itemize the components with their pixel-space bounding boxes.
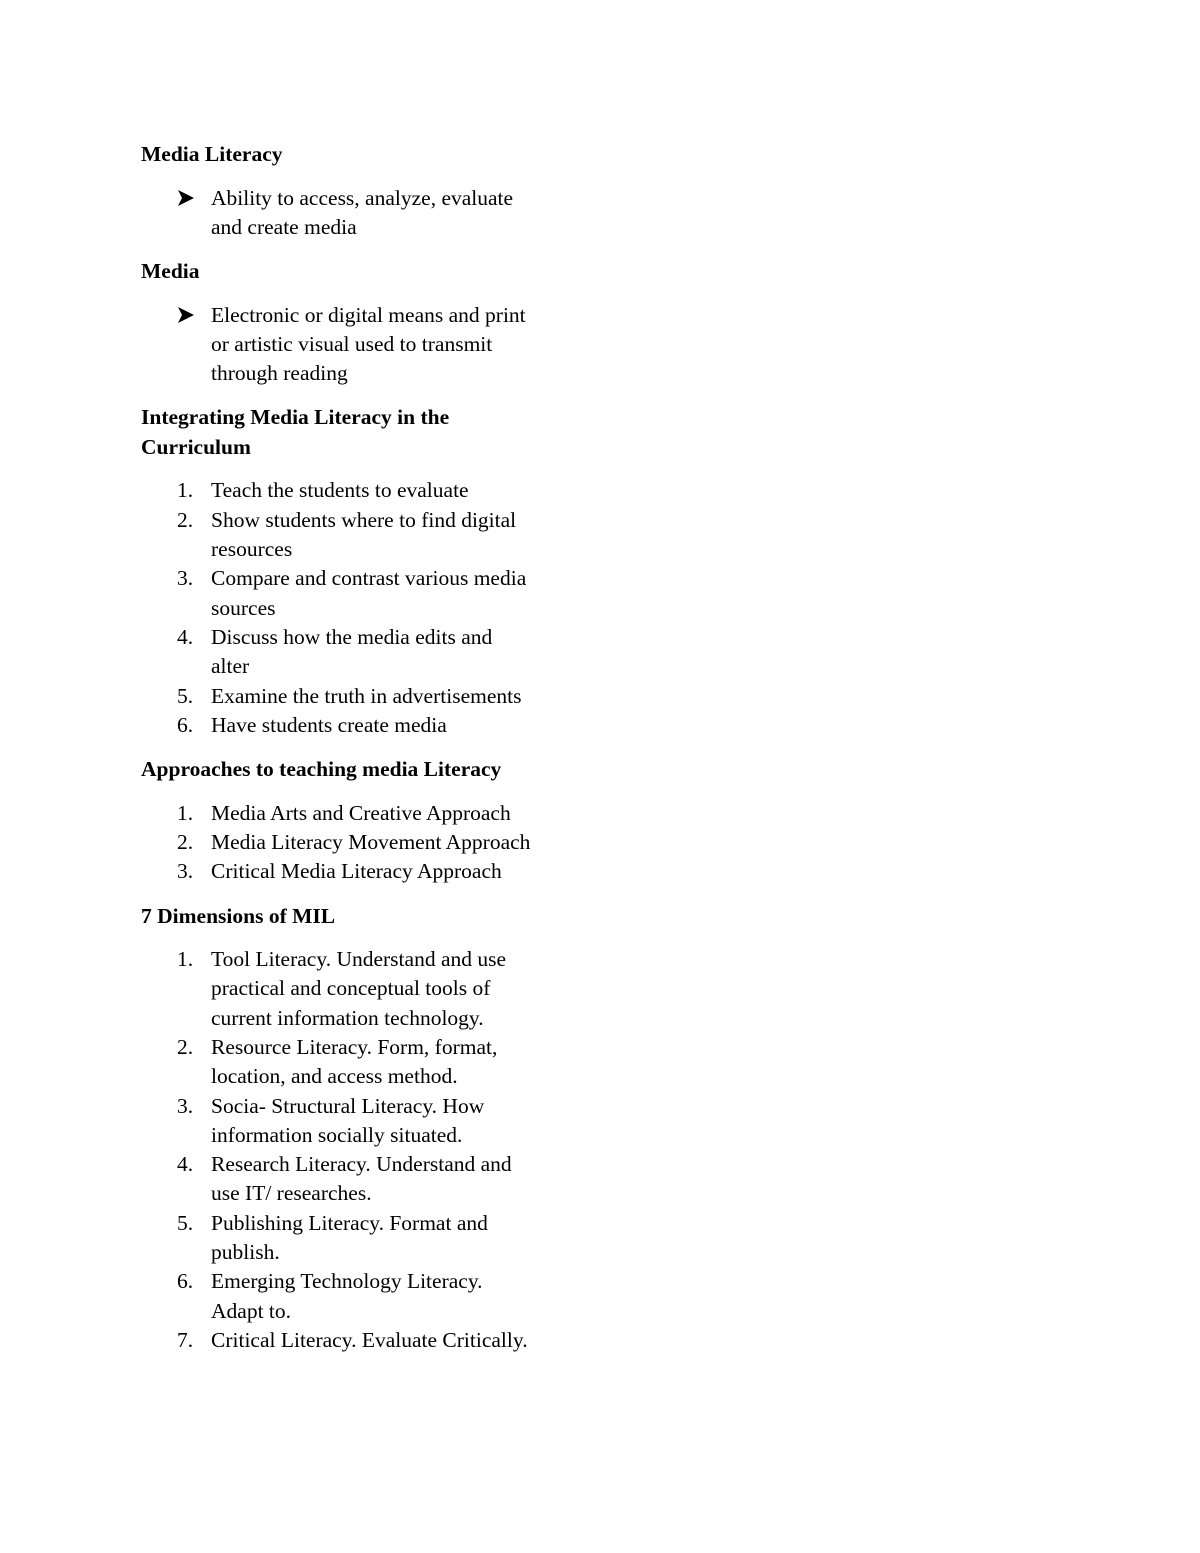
list-item-line: Media Arts and Creative Approach [211, 800, 511, 825]
section-heading-line: Integrating Media Literacy in the [141, 405, 450, 430]
list-item-line: Tool Literacy. Understand and use [211, 947, 507, 972]
section-heading-line: Curriculum [141, 434, 251, 459]
list-item-line: alter [211, 654, 250, 679]
arrow-bullet-icon [177, 306, 195, 324]
numbered-list [141, 799, 581, 887]
list-item-line: Media Literacy Movement Approach [211, 829, 531, 854]
list-item-line: Socia- Structural Literacy. How [211, 1093, 485, 1118]
list-number: 5. [177, 683, 194, 708]
list-item [141, 623, 581, 682]
list-item [141, 682, 581, 711]
list-item [141, 799, 581, 828]
list-number: 2. [177, 1034, 194, 1059]
section-heading-line: Media Literacy [141, 142, 283, 166]
list-item [141, 1267, 581, 1326]
list-item [141, 945, 581, 1033]
list-item [141, 1033, 581, 1092]
document-page [141, 140, 581, 1370]
list-number: 6. [177, 712, 194, 737]
section-heading-line: Media [141, 259, 200, 284]
list-item-line: Electronic or digital means and print [211, 302, 526, 327]
list-item-line: Compare and contrast various media [211, 566, 527, 591]
bullet-list [141, 184, 581, 243]
list-item-line: Examine the truth in advertisements [211, 683, 522, 708]
list-item-line: Discuss how the media edits and [211, 624, 493, 649]
list-item-line: resources [211, 537, 293, 562]
list-item-line: or artistic visual used to transmit [211, 331, 493, 356]
list-number: 1. [177, 800, 194, 825]
list-item [141, 828, 581, 857]
list-item-line: location, and access method. [211, 1064, 458, 1089]
list-number: 1. [177, 478, 194, 503]
list-item-line: sources [211, 595, 276, 620]
section-heading-line: 7 Dimensions of MIL [141, 903, 336, 928]
list-item-line: current information technology. [211, 1005, 484, 1030]
list-item [141, 711, 581, 740]
list-item-line: Critical Media Literacy Approach [211, 859, 502, 884]
section-heading [141, 902, 581, 932]
section-heading [141, 140, 581, 170]
list-item-line: information socially situated. [211, 1122, 463, 1147]
list-number: 4. [177, 624, 194, 649]
section-heading-line: Approaches to teaching media Literacy [141, 757, 502, 782]
list-item [141, 476, 581, 505]
list-item [141, 857, 581, 886]
list-item [141, 1326, 581, 1355]
list-item-line: Resource Literacy. Form, format, [211, 1034, 498, 1059]
list-item-line: Ability to access, analyze, evaluate [211, 185, 514, 210]
list-item-line: and create media [211, 214, 357, 239]
list-number: 7. [177, 1327, 194, 1352]
list-item [141, 1209, 581, 1268]
list-number: 2. [177, 507, 194, 532]
list-number: 1. [177, 947, 194, 972]
list-item [141, 301, 581, 389]
list-item-line: Critical Literacy. Evaluate Critically. [211, 1327, 528, 1352]
list-item [141, 564, 581, 623]
list-number: 5. [177, 1210, 194, 1235]
arrow-bullet-icon [177, 189, 195, 207]
list-item [141, 1092, 581, 1151]
numbered-list [141, 476, 581, 740]
list-item-line: Emerging Technology Literacy. [211, 1269, 483, 1294]
numbered-list [141, 945, 581, 1355]
list-item [141, 506, 581, 565]
list-item-line: use IT/ researches. [211, 1181, 372, 1206]
list-number: 2. [177, 829, 194, 854]
section-heading [141, 257, 581, 287]
list-item-line: Have students create media [211, 712, 447, 737]
list-item-line: Show students where to find digital [211, 507, 517, 532]
list-item-line: through reading [211, 361, 348, 386]
list-item-line: practical and conceptual tools of [211, 976, 491, 1001]
list-item [141, 1150, 581, 1209]
list-number: 4. [177, 1152, 194, 1177]
list-item [141, 184, 581, 243]
list-number: 3. [177, 566, 194, 591]
section-heading [141, 755, 581, 785]
list-item-line: Adapt to. [211, 1298, 292, 1323]
list-item-line: Teach the students to evaluate [211, 478, 469, 503]
list-item-line: Research Literacy. Understand and [211, 1152, 512, 1177]
list-number: 3. [177, 1093, 194, 1118]
section-heading [141, 403, 581, 462]
list-item-line: Publishing Literacy. Format and [211, 1210, 488, 1235]
list-number: 6. [177, 1269, 194, 1294]
list-number: 3. [177, 859, 194, 884]
bullet-list [141, 301, 581, 389]
list-item-line: publish. [211, 1240, 280, 1265]
